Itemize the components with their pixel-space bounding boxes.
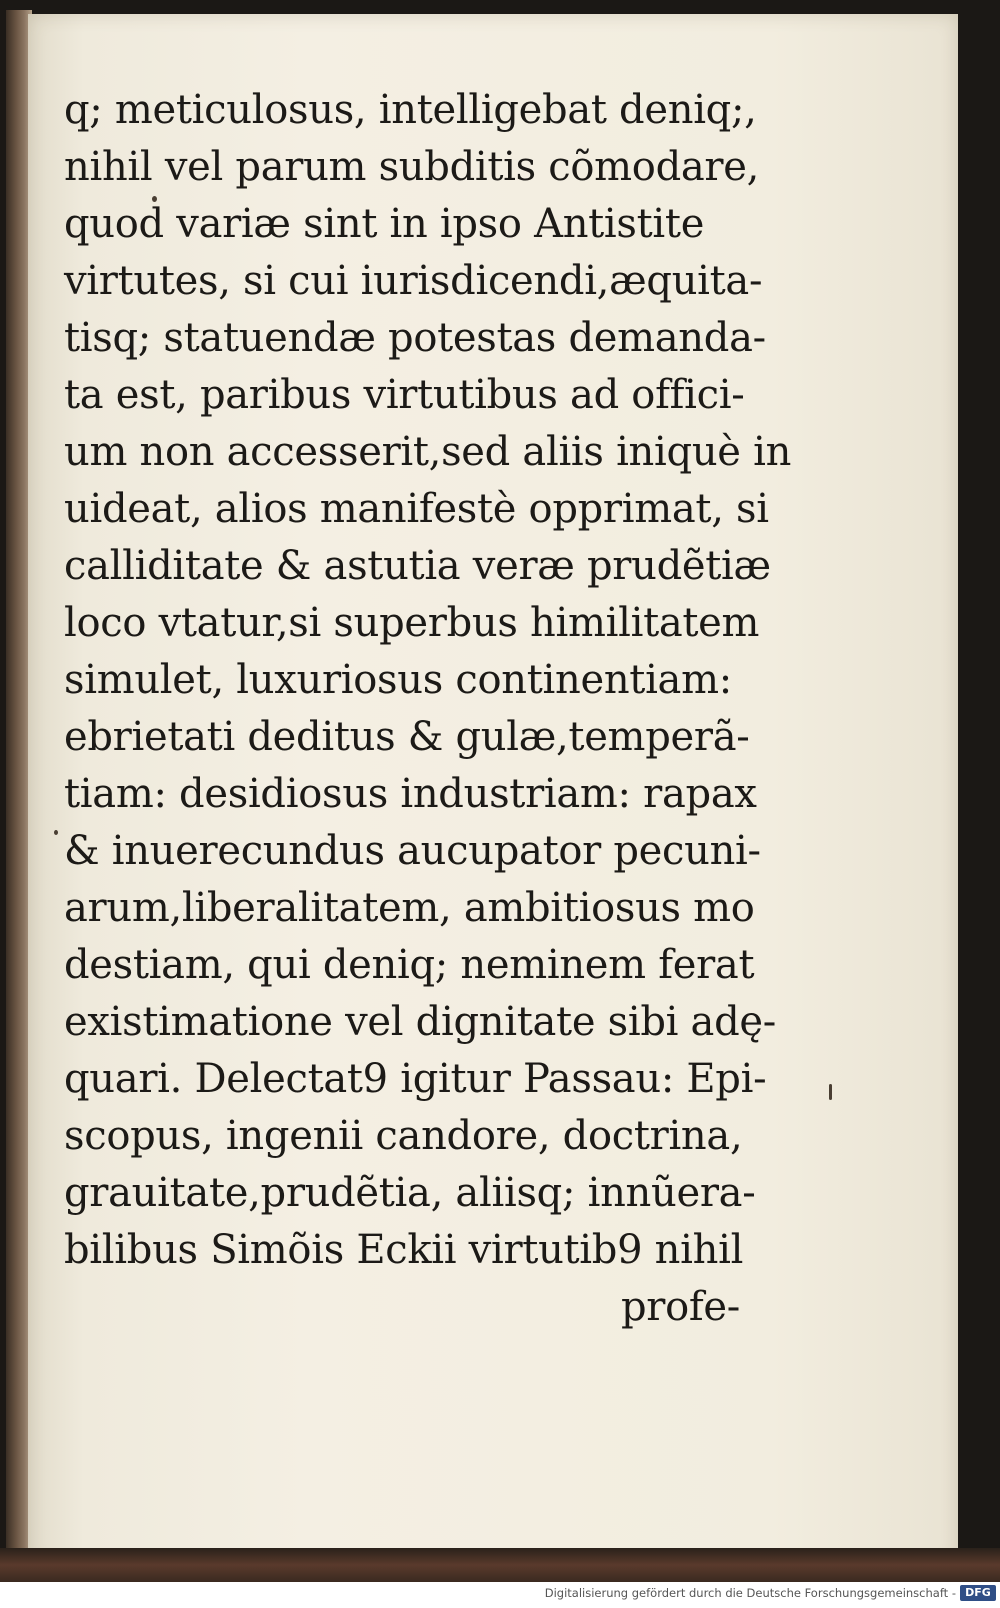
- text-line: ta est, paribus virtutibus ad offici-: [64, 372, 745, 418]
- text-line: arum,liberalitatem, ambitiosus mo: [64, 885, 755, 931]
- text-line: uideat, alios manifestè opprimat, si: [64, 486, 769, 532]
- text-line: existimatione vel dignitate sibi adę-: [64, 999, 776, 1045]
- text-line: loco vtatur,si superbus himilitatem: [64, 600, 760, 646]
- text-line: calliditate & astutia veræ prudẽtiæ: [64, 543, 771, 589]
- catchword: profe-: [620, 1284, 740, 1330]
- text-line: ebrietati deditus & gulæ,temperã-: [64, 714, 750, 760]
- dfg-logo: DFG: [960, 1585, 996, 1601]
- text-line: grauitate,prudẽtia, aliisq; innũera-: [64, 1170, 756, 1216]
- text-line: tisq; statuendæ potestas demanda-: [64, 315, 766, 361]
- text-line: tiam: desidiosus industriam: rapax: [64, 771, 757, 817]
- text-line: simulet, luxuriosus continentiam:: [64, 657, 732, 703]
- book-bottom-edge: [0, 1548, 1000, 1582]
- text-line: quod variæ sint in ipso Antistite: [64, 201, 705, 247]
- digitization-footer: [0, 1582, 1000, 1608]
- text-line: um non accesserit,sed aliis iniquè in: [64, 429, 792, 475]
- text-line: virtutes, si cui iurisdicendi,æquita-: [64, 258, 763, 304]
- body-text: [64, 82, 792, 1336]
- text-line: bilibus Simõis Eckii virtutib9 nihil: [64, 1227, 744, 1273]
- text-line: destiam, qui deniq; neminem ferat: [64, 942, 755, 988]
- ink-speck: [54, 830, 58, 835]
- text-line: nihil vel parum subditis cõmodare,: [64, 144, 760, 190]
- text-line: & inuerecundus aucupator pecuni-: [64, 828, 761, 874]
- text-line: q; meticulosus, intelligebat deniq;,: [64, 87, 757, 133]
- text-line: quari. Delectat9 igitur Passau: Epi-: [64, 1056, 767, 1102]
- text-line: scopus, ingenii candore, doctrina,: [64, 1113, 743, 1159]
- funding-credit: Digitalisierung gefördert durch die Deutsche Forschungsgemeinschaft -: [544, 1586, 956, 1600]
- ink-speck: [829, 1084, 832, 1100]
